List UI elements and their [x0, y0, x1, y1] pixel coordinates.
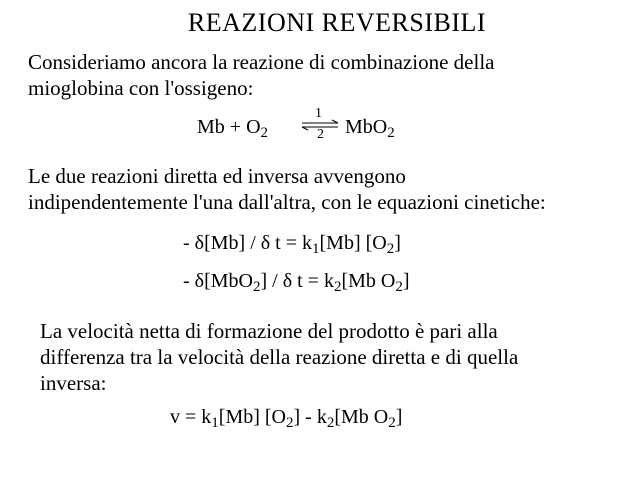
eq2-text-d: ]	[402, 270, 410, 292]
kinetics-paragraph	[28, 163, 546, 215]
forward-label: 1	[315, 106, 322, 121]
eq1-text-b: [Mb] [O	[319, 232, 387, 254]
forward-rate-equation	[183, 232, 401, 258]
reaction-left	[197, 116, 268, 142]
eq3-text-e: ]	[395, 406, 403, 428]
eq3-text-c: ] - k	[293, 406, 327, 428]
intro-line-1: Consideriamo ancora la reazione di combinazione della	[28, 50, 495, 74]
equilibrium-arrows	[300, 106, 340, 142]
slide-title: REAZIONI REVERSIBILI	[187, 8, 487, 37]
net-rate-paragraph	[40, 318, 518, 396]
eq3-text-b: [Mb] [O	[218, 406, 286, 428]
reverse-label: 2	[317, 127, 324, 142]
eq3-text-d: [Mb O	[334, 406, 389, 428]
intro-line-2: mioglobina con l'ossigeno:	[28, 76, 254, 100]
reaction-reactants: Mb + O	[197, 116, 261, 138]
eq1-text-a: - δ[Mb] / δ t = k	[183, 232, 313, 254]
reaction-product: MbO	[345, 116, 388, 138]
net-rate-line-1: La velocità netta di formazione del prodotto è pari alla	[40, 319, 498, 343]
eq1-o2-subscript: 2	[386, 241, 395, 258]
eq2-mbo2-subscript: 2	[252, 279, 261, 296]
eq2-text-b: ] / δ t = k	[260, 270, 334, 292]
eq3-k2-subscript: 2	[326, 415, 335, 432]
eq2-text-a: - δ[MbO	[183, 270, 253, 292]
reaction-product-subscript: 2	[387, 125, 395, 142]
eq2-o2-subscript: 2	[395, 279, 403, 296]
eq3-k1-subscript: 1	[211, 415, 219, 432]
intro-paragraph	[28, 49, 494, 101]
kinetics-line-2: indipendentemente l'una dall'altra, con le equazioni cinetiche:	[28, 190, 546, 214]
net-rate-equation	[170, 406, 402, 432]
reverse-rate-equation	[183, 270, 410, 296]
kinetics-line-1: Le due reazioni diretta ed inversa avvengono	[28, 164, 406, 188]
eq2-k-subscript: 2	[333, 279, 342, 296]
reaction-right	[345, 116, 395, 142]
reaction-o2-subscript: 2	[260, 125, 269, 142]
eq1-k-subscript: 1	[312, 241, 320, 258]
net-rate-line-2: differenza tra la velocità della reazione diretta e di quella	[40, 345, 519, 369]
eq3-o2-subscript-2: 2	[388, 415, 396, 432]
eq3-text-a: v = k	[170, 406, 212, 428]
eq1-text-c: ]	[394, 232, 401, 254]
eq2-text-c: [Mb O	[341, 270, 396, 292]
eq3-o2-subscript-1: 2	[286, 415, 294, 432]
net-rate-line-3: inversa:	[40, 371, 107, 395]
